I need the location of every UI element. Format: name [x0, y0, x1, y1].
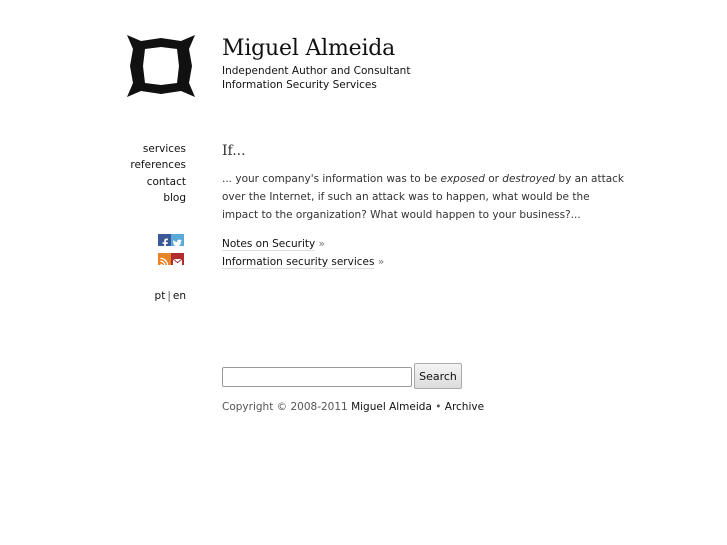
intro-text-start: ... your company's information was to be	[222, 173, 441, 185]
lang-separator: |	[167, 290, 171, 302]
email-icon[interactable]	[171, 253, 184, 265]
logo-icon	[125, 31, 197, 101]
nav-item-blog[interactable]: blog	[163, 191, 186, 204]
arrow-icon: »	[377, 256, 385, 268]
link-row-notes	[222, 235, 384, 253]
tagline-line-1: Independent Author and Consultant	[222, 65, 411, 77]
tagline-line-2: Information Security Services	[222, 78, 377, 91]
language-switcher	[155, 290, 186, 302]
rss-icon[interactable]	[158, 253, 171, 265]
intro-text-end: by an attack over the Internet, if such an attack was to happen, what would be the impact to the organization? What would happen to your business?...	[222, 173, 625, 221]
main-links	[222, 235, 384, 271]
sidebar-nav	[130, 141, 186, 206]
lang-en-link[interactable]: en	[172, 290, 186, 302]
search-button[interactable]: Search	[414, 363, 462, 389]
intro-text-or: or	[484, 173, 503, 185]
search-input[interactable]	[222, 367, 412, 387]
intro-paragraph	[222, 170, 627, 224]
intro-emphasis-exposed: exposed	[440, 173, 485, 185]
facebook-icon[interactable]	[158, 234, 171, 246]
footer	[222, 401, 484, 413]
link-row-services	[222, 253, 384, 271]
nav-item-references[interactable]: references	[130, 159, 186, 172]
twitter-icon[interactable]	[171, 234, 184, 246]
copyright-text: Copyright © 2008-2011	[222, 401, 352, 413]
arrow-icon: »	[318, 238, 325, 250]
nav-item-contact[interactable]: contact	[146, 175, 186, 188]
information-security-services-link[interactable]: Information security services	[222, 256, 375, 268]
notes-on-security-link[interactable]: Notes on Security	[222, 238, 316, 250]
lang-pt-link[interactable]: pt	[154, 290, 166, 302]
footer-separator: •	[431, 401, 445, 413]
site-title: Miguel Almeida	[222, 36, 396, 61]
intro-emphasis-destroyed: destroyed	[502, 173, 556, 185]
archive-link[interactable]: Archive	[444, 401, 485, 413]
author-link[interactable]: Miguel Almeida	[351, 401, 432, 413]
social-links	[158, 234, 186, 272]
main-heading: If...	[222, 143, 246, 159]
nav-item-services[interactable]: services	[142, 143, 186, 155]
tagline	[222, 65, 410, 92]
